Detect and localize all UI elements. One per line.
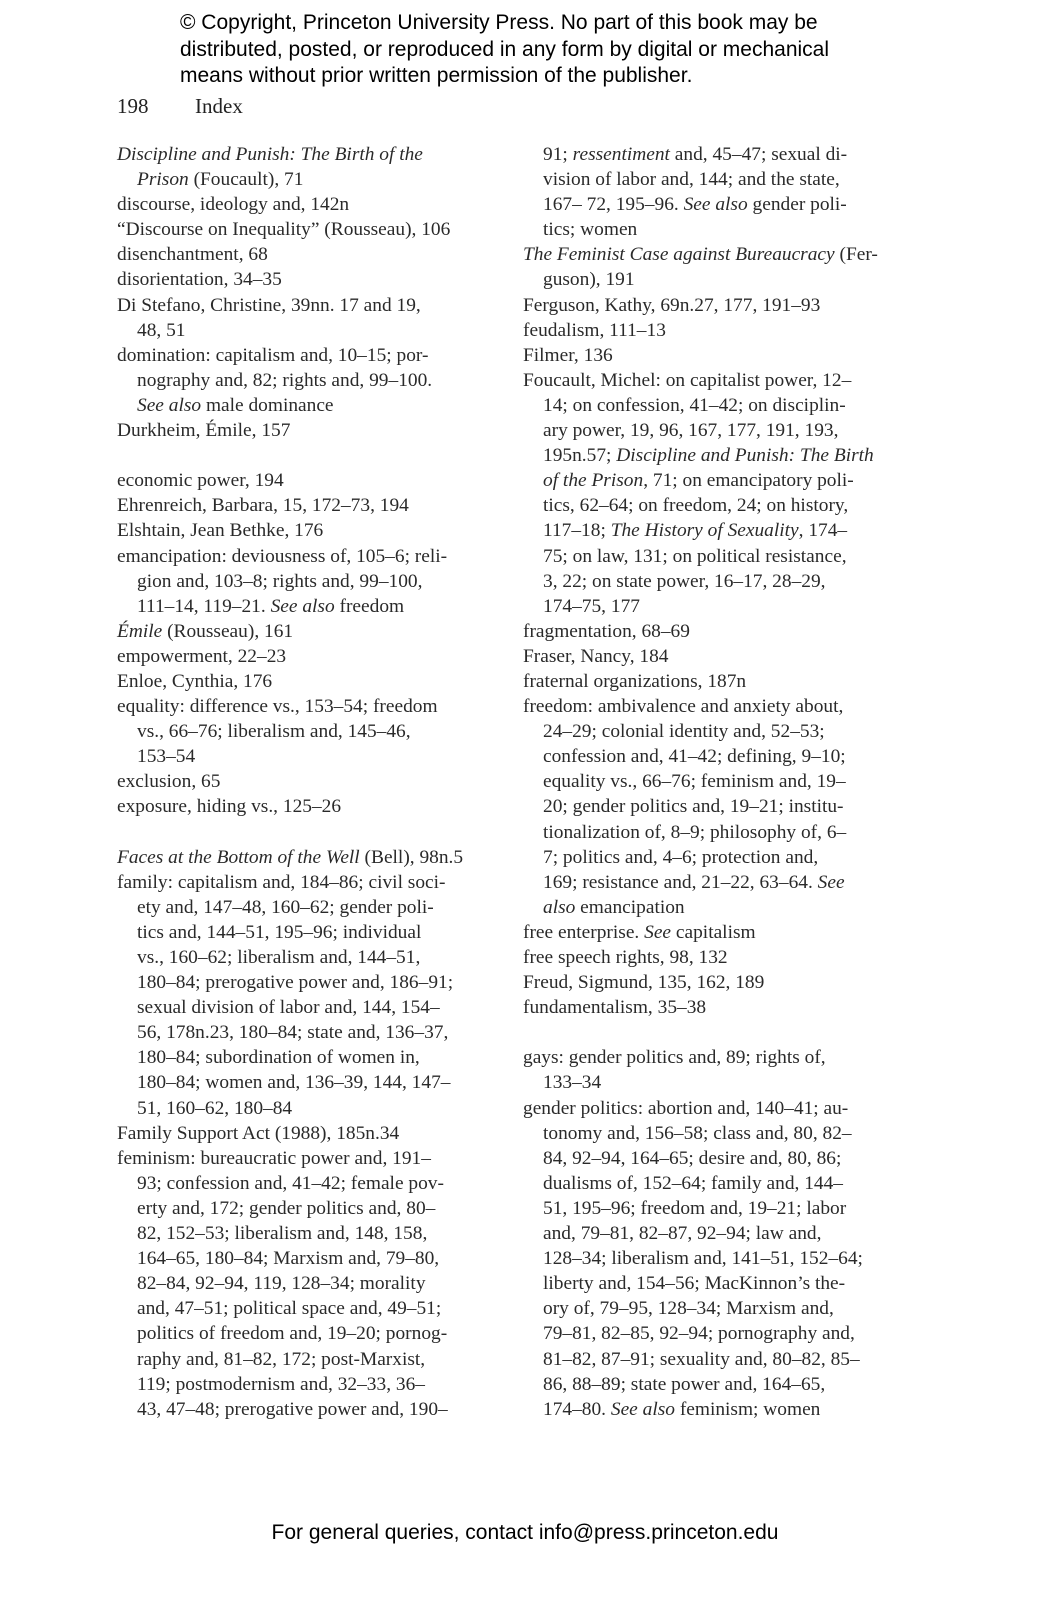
index-entry-continuation: 174–80. See also feminism; women [543,1398,821,1420]
index-entry-continuation: 3, 22; on state power, 16–17, 28–29, [543,570,826,592]
index-entry: discourse, ideology and, 142n [117,194,350,216]
index-entry-continuation: 82, 152–53; liberalism and, 148, 158, [137,1223,428,1245]
index-entry: free speech rights, 98, 132 [523,947,728,968]
index-entry-continuation: guson), 191 [543,269,635,291]
index-entry: Durkheim, Émile, 157 [117,420,291,442]
index-entry: Freud, Sigmund, 135, 162, 189 [523,972,765,994]
index-entry-continuation: 48, 51 [137,319,186,341]
index-entry-continuation: tics; women [543,219,638,241]
index-entry: exclusion, 65 [117,771,221,793]
index-entry-continuation: and, 47–51; political space and, 49–51; [137,1298,442,1320]
index-entry-continuation: tics, 62–64; on freedom, 24; on history, [543,495,849,517]
index-entry: feudalism, 111–13 [523,319,666,341]
footer-contact: For general queries, contact info@press.princeton.edu [271,1521,779,1544]
index-entry: Enloe, Cynthia, 176 [117,670,273,692]
running-head [117,94,243,119]
index-entry: Filmer, 136 [523,344,613,366]
index-entry-continuation: 75; on law, 131; on political resistance, [543,545,847,567]
copyright-line: © Copyright, Princeton University Press. No part of this book may be [180,11,818,34]
index-entry: feminism: bureaucratic power and, 191– [117,1147,431,1169]
index-entry: freedom: ambivalence and anxiety about, [523,696,844,718]
index-entry-continuation: ory of, 79–95, 128–34; Marxism and, [543,1298,834,1320]
index-entry-continuation: 81–82, 87–91; sexuality and, 80–82, 85– [543,1348,860,1370]
index-entry: disorientation, 34–35 [117,269,282,291]
index-entry-continuation: also emancipation [543,896,685,918]
index-entry-continuation: confession and, 41–42; defining, 9–10; [543,746,846,768]
index-entry-continuation: erty and, 172; gender politics and, 80– [137,1197,436,1219]
index-entry-continuation: vs., 66–76; liberalism and, 145–46, [137,721,411,743]
index-entry-continuation: 51, 195–96; freedom and, 19–21; labor [543,1197,847,1219]
index-entry-continuation: and, 79–81, 82–87, 92–94; law and, [543,1223,822,1245]
index-entry-continuation: See also male dominance [137,394,334,416]
index-entry-continuation: 7; politics and, 4–6; protection and, [543,846,819,868]
index-column-left [117,142,517,1422]
index-entry-continuation: 174–75, 177 [543,595,640,617]
index-entry-continuation: of the Prison, 71; on emancipatory poli- [543,470,854,492]
index-entry: fundamentalism, 35–38 [523,997,707,1019]
index-entry-continuation: 14; on confession, 41–42; on disciplin- [543,394,846,416]
index-entry-continuation: 24–29; colonial identity and, 52–53; [543,721,825,743]
index-entry: exposure, hiding vs., 125–26 [117,796,342,818]
index-entry: fragmentation, 68–69 [523,620,690,642]
index-entry-continuation: sexual division of labor and, 144, 154– [137,997,440,1019]
index-entry: Family Support Act (1988), 185n.34 [117,1122,400,1144]
index-entry-continuation: politics of freedom and, 19–20; pornog- [137,1323,448,1345]
index-entry-continuation: 86, 88–89; state power and, 164–65, [543,1373,826,1395]
index-entry: Émile (Rousseau), 161 [117,620,294,642]
copyright-line: means without prior written permission of the publisher. [180,64,693,87]
index-entry-continuation: 82–84, 92–94, 119, 128–34; morality [137,1273,426,1295]
index-entry-continuation: gion and, 103–8; rights and, 99–100, [137,570,423,592]
index-entry-continuation: ary power, 19, 96, 167, 177, 191, 193, [543,420,839,442]
index-entry-continuation: 93; confession and, 41–42; female pov- [137,1172,444,1194]
index-entry: family: capitalism and, 184–86; civil soci- [117,871,446,893]
index-entry-continuation: liberty and, 154–56; MacKinnon’s the- [543,1273,846,1295]
index-spacer [117,443,517,468]
index-entry-continuation: 180–84; subordination of women in, [137,1047,420,1069]
index-entry-continuation: raphy and, 81–82, 172; post-Marxist, [137,1348,426,1370]
copyright-line: distributed, posted, or reproduced in any form by digital or mechanical [180,37,830,61]
index-entry: domination: capitalism and, 10–15; por- [117,344,429,366]
index-entry: Ehrenreich, Barbara, 15, 172–73, 194 [117,495,409,517]
index-entry-continuation: nography and, 82; rights and, 99–100. [137,369,433,391]
index-entry-continuation: tics and, 144–51, 195–96; individual [137,921,422,943]
index-entry-continuation: 79–81, 82–85, 92–94; pornography and, [543,1323,855,1345]
index-entry-continuation: Prison (Foucault), 71 [137,169,304,191]
index-entry-continuation: 43, 47–48; prerogative power and, 190– [137,1398,448,1420]
index-entry-continuation: 119; postmodernism and, 32–33, 36– [137,1373,425,1395]
index-entry-continuation: tonomy and, 156–58; class and, 80, 82– [543,1122,852,1144]
index-entry-continuation: 111–14, 119–21. See also freedom [137,595,405,617]
index-entry-continuation: tionalization of, 8–9; philosophy of, 6– [543,821,847,843]
index-entry: economic power, 194 [117,470,284,492]
index-entry-continuation: 128–34; liberalism and, 141–51, 152–64; [543,1248,863,1270]
index-entry-continuation: 180–84; women and, 136–39, 144, 147– [137,1072,451,1094]
index-entry-continuation: 56, 178n.23, 180–84; state and, 136–37, [137,1022,449,1044]
index-entry-continuation: 169; resistance and, 21–22, 63–64. See [543,871,845,893]
index-entry: “Discourse on Inequality” (Rousseau), 106 [117,219,451,241]
index-entry: Discipline and Punish: The Birth of the [117,144,423,165]
index-entry: free enterprise. See capitalism [523,921,756,943]
index-spacer [117,820,517,845]
index-entry-continuation: 164–65, 180–84; Marxism and, 79–80, [137,1248,440,1270]
index-entry-continuation: ety and, 147–48, 160–62; gender poli- [137,896,434,918]
index-entry: empowerment, 22–23 [117,645,287,667]
index-entry-continuation: 167– 72, 195–96. See also gender poli- [543,194,847,216]
index-entry-continuation: 195n.57; Discipline and Punish: The Birth [543,445,874,467]
index-entry-continuation: 180–84; prerogative power and, 186–91; [137,972,454,994]
index-entry-continuation: 51, 160–62, 180–84 [137,1097,293,1119]
copyright-notice [180,10,940,90]
index-entry-continuation: 20; gender politics and, 19–21; institu- [543,796,844,818]
index-entry-continuation: 84, 92–94, 164–65; desire and, 80, 86; [543,1147,842,1169]
index-entry-continuation: 133–34 [543,1072,602,1094]
index-entry: Fraser, Nancy, 184 [523,645,669,667]
index-spacer [523,1020,923,1045]
index-entry-continuation: 117–18; The History of Sexuality, 174– [543,520,848,542]
index-entry: disenchantment, 68 [117,244,268,266]
index-entry: Elshtain, Jean Bethke, 176 [117,520,324,542]
index-entry: gays: gender politics and, 89; rights of, [523,1047,826,1069]
index-entry-continuation: 91; ressentiment and, 45–47; sexual di- [543,144,848,165]
index-entry: Di Stefano, Christine, 39nn. 17 and 19, [117,294,421,316]
index-entry: emancipation: deviousness of, 105–6; reli- [117,545,448,567]
index-entry: equality: difference vs., 153–54; freedom [117,696,438,718]
index-entry-continuation: vision of labor and, 144; and the state, [543,169,840,191]
index-entry: Foucault, Michel: on capitalist power, 12– [523,369,852,391]
index-entry: gender politics: abortion and, 140–41; au- [523,1097,849,1119]
index-entry-continuation: 153–54 [137,746,196,768]
index-column-right [523,142,923,1422]
index-entry-continuation: equality vs., 66–76; feminism and, 19– [543,771,846,793]
index-entry-continuation: vs., 160–62; liberalism and, 144–51, [137,947,421,968]
page-number: 198 [117,94,149,118]
index-entry: The Feminist Case against Bureaucracy (Fer- [523,244,878,266]
index-entry: Ferguson, Kathy, 69n.27, 177, 191–93 [523,294,821,316]
index-entry: Faces at the Bottom of the Well (Bell), 98n.5 [117,846,464,868]
index-entry: fraternal organizations, 187n [523,670,747,692]
index-entry-continuation: dualisms of, 152–64; family and, 144– [543,1172,843,1194]
section-title: Index [195,94,243,118]
